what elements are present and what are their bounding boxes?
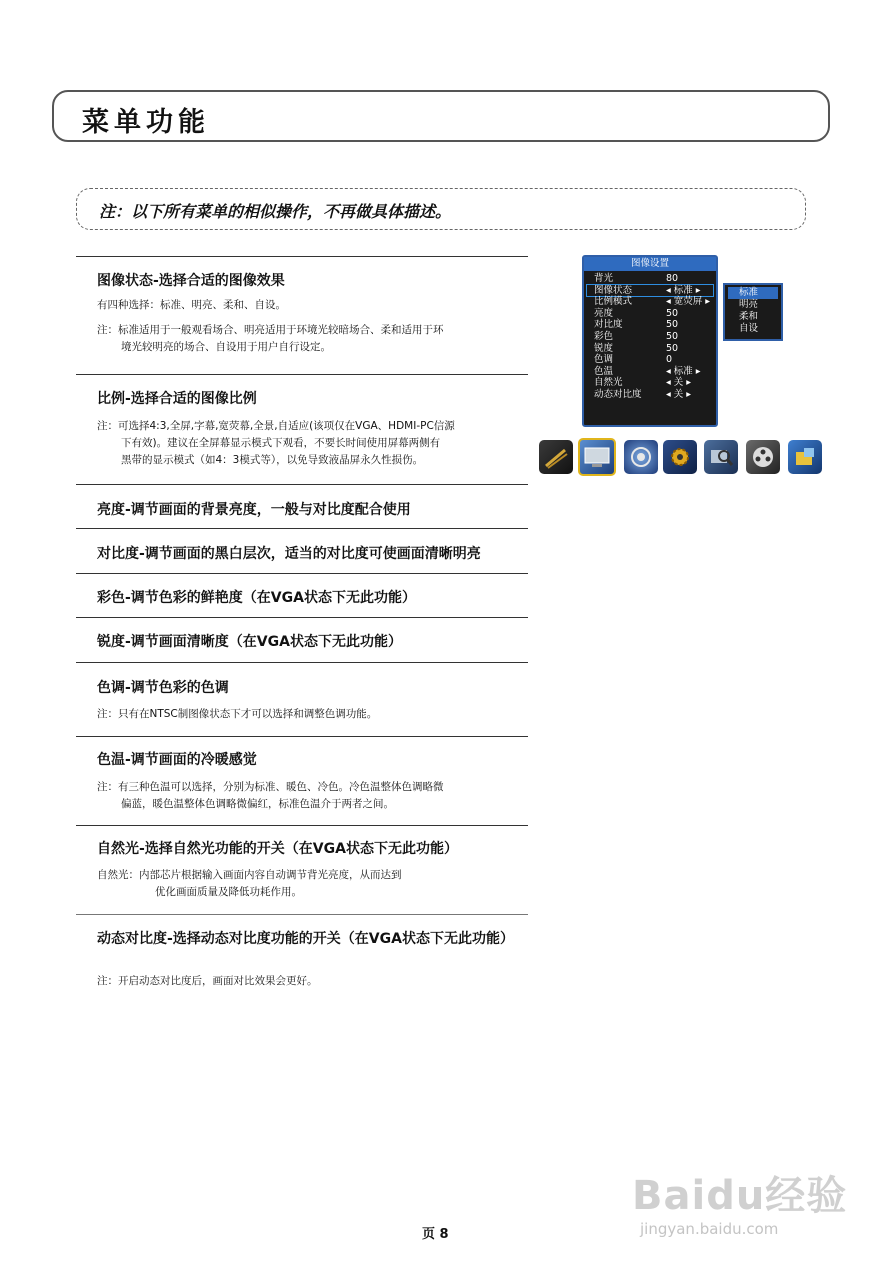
- section-title: 图像状态-选择合适的图像效果: [97, 273, 285, 289]
- settings-gear-icon[interactable]: [663, 440, 697, 474]
- body-line: 注：开启动态对比度后，画面对比效果会更好。: [97, 975, 318, 987]
- section-sharpness: [76, 617, 528, 662]
- osd-row-backlight[interactable]: 背光 80: [594, 273, 679, 284]
- osd-row-sharpness[interactable]: 锐度 50: [594, 342, 679, 354]
- body-line: 黑带的显示模式（如4：3模式等），以免导致液晶屏永久性损伤。: [121, 454, 424, 466]
- section-contrast: [76, 528, 528, 573]
- body-line: 有四种选择：标准、明亮、柔和、自设。: [97, 299, 286, 311]
- section-natural-light: [76, 825, 528, 914]
- body-line: 优化画面质量及降低功耗作用。: [155, 886, 302, 898]
- section-title: 彩色-调节色彩的鲜艳度（在VGA状态下无此功能）: [97, 590, 416, 606]
- section-body: [97, 706, 377, 723]
- baidu-logo: Baidu经验: [632, 1173, 848, 1219]
- page-title: 菜单功能: [82, 107, 210, 138]
- section-title: 锐度-调节画面清晰度（在VGA状态下无此功能）: [97, 634, 402, 650]
- section-body: [97, 418, 455, 469]
- osd-title: 图像设置: [584, 257, 716, 271]
- body-line: 自然光：内部芯片根据输入画面内容自动调节背光亮度，从而达到: [97, 869, 402, 881]
- section-title: 色调-调节色彩的色调: [97, 680, 229, 696]
- page-header-box: [52, 90, 830, 142]
- section-color: [76, 573, 528, 618]
- body-line: 下有效)。建议在全屏幕显示模式下观看，不要长时间使用屏幕两侧有: [121, 437, 441, 449]
- body-line: 注：可选择4:3,全屏,字幕,宽荧幕,全景,自适应(该项仅在VGA、HDMI-PC信源: [97, 420, 455, 432]
- baidu-watermark: [626, 1152, 848, 1247]
- osd-row-picture-mode[interactable]: 图像状态 ◂ 标准 ▸: [587, 285, 713, 297]
- osd-row-aspect[interactable]: 比例模式 ◂ 宽荧屏 ▸: [594, 296, 711, 308]
- section-title: 自然光-选择自然光功能的开关（在VGA状态下无此功能）: [97, 841, 458, 857]
- section-title: 色温-调节画面的冷暖感觉: [97, 752, 257, 768]
- section-color-temperature: [76, 736, 528, 823]
- section-title: 亮度-调节画面的背景亮度，一般与对比度配合使用: [97, 502, 411, 518]
- tv-osd-picture-menu: [582, 255, 718, 427]
- submenu-item[interactable]: 柔和: [739, 311, 759, 322]
- picture-icon[interactable]: [578, 438, 616, 476]
- signal-icon[interactable]: [539, 440, 573, 474]
- body-line: 境光较明亮的场合、自设用于用户自行设定。: [121, 341, 331, 353]
- section-dynamic-contrast: [76, 914, 528, 995]
- section-picture-mode: [76, 256, 528, 371]
- section-tint: [76, 662, 528, 735]
- search-icon[interactable]: [704, 440, 738, 474]
- osd-row-dynamic-contrast[interactable]: 动态对比度 ◂ 关 ▸: [594, 388, 692, 400]
- osd-row-natural-light[interactable]: 自然光 ◂ 关 ▸: [594, 377, 692, 389]
- section-body: [97, 867, 402, 901]
- baidu-url: jingyan.baidu.com: [640, 1220, 779, 1238]
- section-aspect-ratio: [76, 374, 528, 485]
- body-line: 偏蓝，暖色温整体色调略微偏红，标准色温介于两者之间。: [121, 798, 394, 810]
- osd-row-brightness[interactable]: 亮度 50: [594, 307, 679, 319]
- submenu-item[interactable]: 标准: [728, 287, 778, 299]
- section-body: [97, 297, 444, 356]
- note-text: 注：以下所有菜单的相似操作，不再做具体描述。: [99, 202, 452, 221]
- body-line: 注：只有在NTSC制图像状态下才可以选择和调整色调功能。: [97, 708, 378, 720]
- body-line: 注：有三种色温可以选择，分别为标准、暖色、冷色。冷色温整体色调略微: [97, 781, 444, 793]
- sound-icon[interactable]: [624, 440, 658, 474]
- section-title: 动态对比度-选择动态对比度功能的开关（在VGA状态下无此功能）: [97, 931, 514, 947]
- film-reel-icon[interactable]: [746, 440, 780, 474]
- osd-row-tint[interactable]: 色调 0: [594, 354, 673, 366]
- app-icon[interactable]: [788, 440, 822, 474]
- section-title: 对比度-调节画面的黑白层次，适当的对比度可使画面清晰明亮: [97, 546, 481, 562]
- submenu-item[interactable]: 自设: [739, 323, 759, 334]
- page-number: 页 8: [422, 1227, 449, 1242]
- section-body: [97, 779, 444, 813]
- osd-row-color-temp[interactable]: 色温 ◂ 标准 ▸: [594, 365, 701, 377]
- body-line: 注：标准适用于一般观看场合、明亮适用于环境光较暗场合、柔和适用于环: [97, 324, 444, 336]
- section-title: 比例-选择合适的图像比例: [97, 391, 257, 407]
- note-box: [76, 188, 806, 230]
- submenu-item[interactable]: 明亮: [739, 299, 759, 310]
- osd-submenu-picture-mode: [723, 283, 783, 341]
- osd-icon-bar: [537, 440, 829, 476]
- osd-row-contrast[interactable]: 对比度 50: [594, 319, 679, 331]
- section-body: [97, 973, 318, 990]
- section-brightness: [76, 484, 528, 529]
- osd-row-color[interactable]: 彩色 50: [594, 330, 679, 342]
